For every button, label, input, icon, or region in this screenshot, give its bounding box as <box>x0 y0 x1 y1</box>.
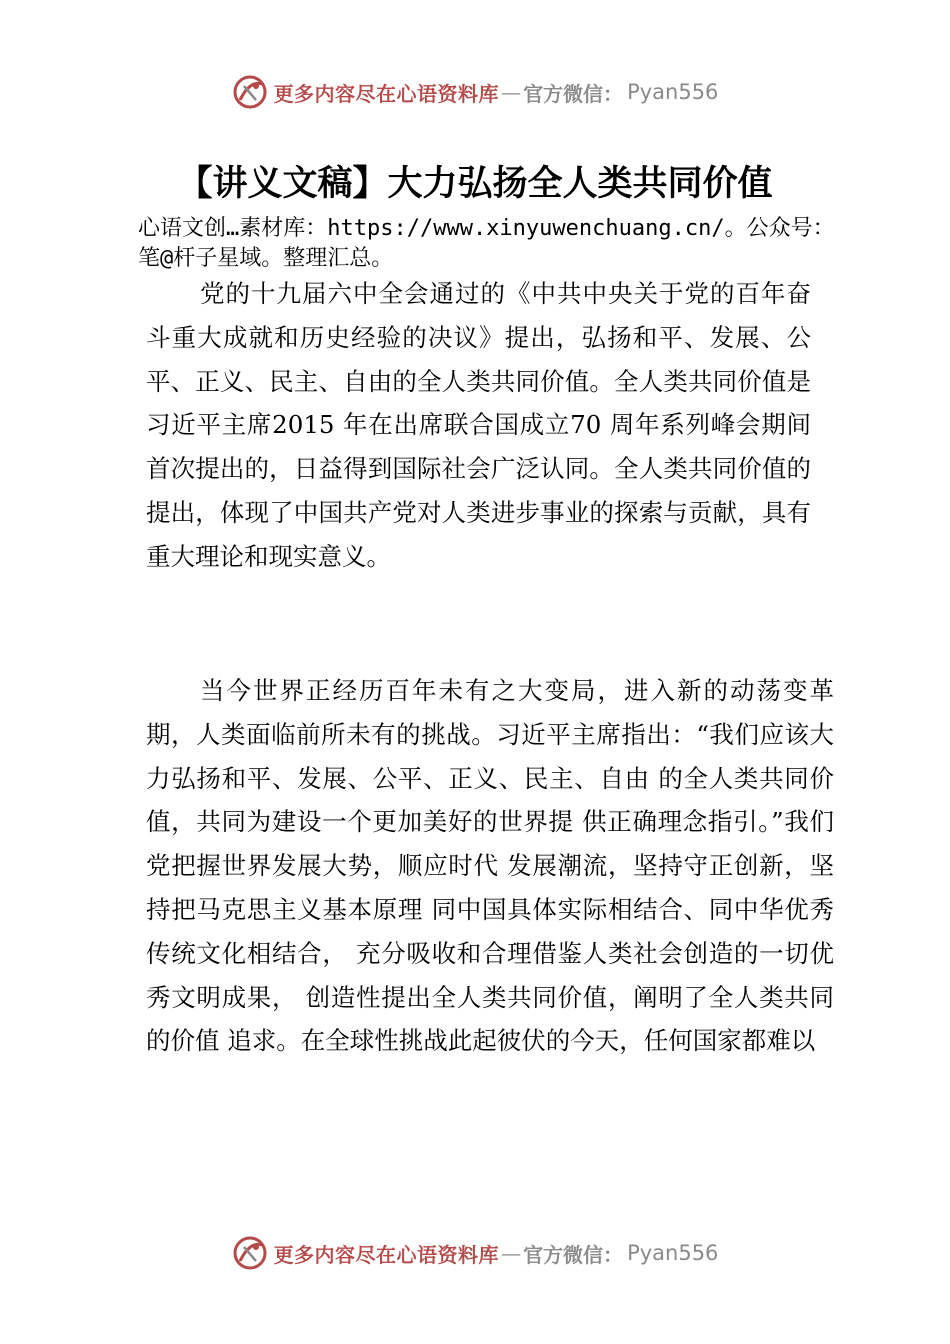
banner-wechat-id: Pyan556 <box>627 1241 719 1265</box>
banner-wechat-label: 官方微信： <box>523 81 624 106</box>
brand-logo-icon <box>232 1235 268 1271</box>
banner-slogan: 更多内容尽在心语资料库 <box>273 81 500 106</box>
source-line: 心语文创…素材库：https://www.xinyuwenchuang.cn/。公众号：笔@杆子星域。整理汇总。 <box>138 216 835 271</box>
paragraph-2: 当今世界正经历百年未有之大变局，进入新的动荡变革期，人类面临前所未有的挑战。习近平主席指出：“我们应该大力弘扬和平、发展、公平、正义、民主、自由 的全人类共同价值，共同为建设一个更加美好的世界提 供正确理念指引。”我们党把握世界发展大势，顺应时代 发展潮流，坚持守正创新，坚持把马克思主义基本原理 同中国具体实际相结合、同中华优秀传统文化相结合， 充分吸收和合理借鉴人类社会创造的一切优秀文明成果， 创造性提出全人类共同价值，阐明了全人类共同的价值 追求。在全球性挑战此起彼伏的今天，任何国家都难以 <box>146 676 834 1056</box>
paragraph-1: 党的十九届六中全会通过的《中共中央关于党的百年奋斗重大成就和历史经验的决议》提出，弘扬和平、发展、公平、正义、民主、自由的全人类共同价值。全人类共同价值是习近平主席2015 年在出席联合国成立70 周年系列峰会期间首次提出的，日益得到国际社会广泛认同。全人类共同价值的提出，体现了中国共产党对人类进步事业的探索与贡献，具有重大理论和现实意义。 <box>146 279 811 571</box>
banner-separator: — <box>501 80 522 104</box>
brand-logo-icon <box>232 74 268 110</box>
banner-wechat-label: 官方微信： <box>523 1242 624 1267</box>
header-banner <box>0 70 950 114</box>
banner-separator: — <box>501 1241 522 1265</box>
banner-wechat-id: Pyan556 <box>627 80 719 104</box>
footer-banner <box>0 1231 950 1275</box>
banner-slogan: 更多内容尽在心语资料库 <box>273 1242 500 1267</box>
document-title: 【讲义文稿】大力弘扬全人类共同价值 <box>177 164 773 204</box>
